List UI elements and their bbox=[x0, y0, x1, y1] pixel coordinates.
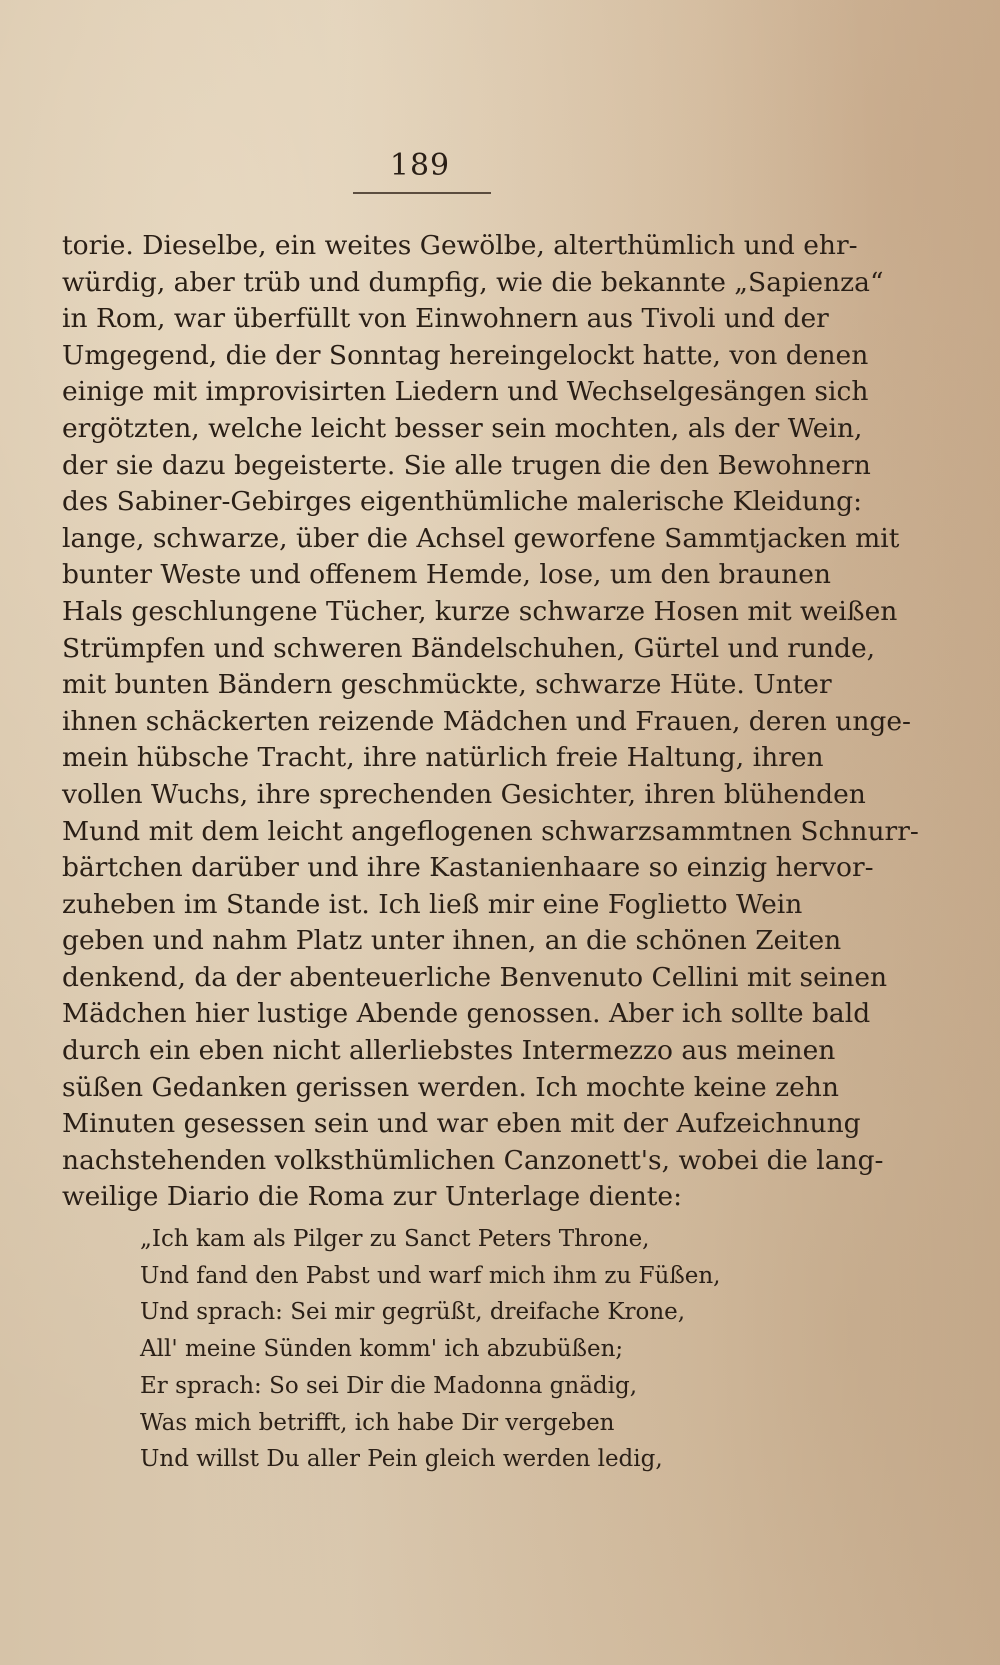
verse-line: Und fand den Pabst und warf mich ihm zu Füßen, bbox=[140, 1262, 721, 1289]
text-line: Strümpfen und schweren Bändelschuhen, Gürtel und runde, bbox=[62, 632, 876, 664]
body-paragraph bbox=[62, 228, 919, 1216]
text-line: süßen Gedanken gerissen werden. Ich mochte keine zehn bbox=[62, 1071, 839, 1103]
text-line: ihnen schäckerten reizende Mädchen und Frauen, deren unge- bbox=[62, 705, 912, 737]
text-line: mein hübsche Tracht, ihre natürlich freie Haltung, ihren bbox=[62, 742, 824, 774]
header-rule bbox=[353, 192, 491, 194]
text-line: in Rom, war überfüllt von Einwohnern aus Tivoli und der bbox=[62, 303, 829, 335]
verse-line: Und willst Du aller Pein gleich werden ledig, bbox=[140, 1446, 663, 1473]
text-line: weilige Diario die Roma zur Unterlage diente: bbox=[62, 1181, 683, 1213]
text-line: Umgegend, die der Sonntag hereingelockt hatte, von denen bbox=[62, 339, 869, 371]
verse-line: Und sprach: Sei mir gegrüßt, dreifache Krone, bbox=[140, 1299, 686, 1326]
text-line: würdig, aber trüb und dumpfig, wie die bekannte „Sapienza“ bbox=[62, 266, 884, 298]
verse-line: „Ich kam als Pilger zu Sanct Peters Throne, bbox=[140, 1226, 650, 1252]
verse-line: Was mich betrifft, ich habe Dir vergeben bbox=[140, 1409, 615, 1436]
text-line: ergötzten, welche leicht besser sein mochten, als der Wein, bbox=[62, 412, 863, 444]
text-line: einige mit improvisirten Liedern und Wechselgesängen sich bbox=[62, 376, 869, 408]
text-line: bunter Weste und offenem Hemde, lose, um den braunen bbox=[62, 559, 831, 591]
text-line: Mädchen hier lustige Abende genossen. Aber ich sollte bald bbox=[62, 998, 871, 1030]
text-line: nachstehenden volksthümlichen Canzonett's, wobei die lang- bbox=[62, 1144, 884, 1176]
text-line: bärtchen darüber und ihre Kastanienhaare so einzig hervor- bbox=[62, 852, 874, 884]
text-line: denkend, da der abenteuerliche Benvenuto Cellini mit seinen bbox=[62, 961, 888, 993]
text-line: Minuten gesessen sein und war eben mit der Aufzeichnung bbox=[62, 1108, 861, 1140]
text-line: geben und nahm Platz unter ihnen, an die schönen Zeiten bbox=[62, 925, 842, 957]
verse-line: All' meine Sünden komm' ich abzubüßen; bbox=[140, 1336, 624, 1363]
verse-block bbox=[140, 1221, 721, 1478]
text-line: Hals geschlungene Tücher, kurze schwarze Hosen mit weißen bbox=[62, 595, 898, 627]
text-line: der sie dazu begeisterte. Sie alle trugen die den Bewohnern bbox=[62, 449, 871, 481]
text-line: torie. Dieselbe, ein weites Gewölbe, alterthümlich und ehr- bbox=[62, 230, 858, 261]
text-line: lange, schwarze, über die Achsel geworfene Sammtjacken mit bbox=[62, 522, 900, 554]
page-number: 189 bbox=[389, 148, 451, 183]
text-line: zuheben im Stande ist. Ich ließ mir eine Foglietto Wein bbox=[62, 888, 803, 920]
verse-line: Er sprach: So sei Dir die Madonna gnädig, bbox=[140, 1372, 638, 1399]
text-line: Mund mit dem leicht angeflogenen schwarzsammtnen Schnurr- bbox=[62, 815, 919, 847]
text-line: des Sabiner-Gebirges eigenthümliche malerische Kleidung: bbox=[62, 486, 863, 518]
text-line: durch ein eben nicht allerliebstes Intermezzo aus meinen bbox=[62, 1035, 836, 1067]
text-line: mit bunten Bändern geschmückte, schwarze Hüte. Unter bbox=[62, 669, 832, 701]
text-line: vollen Wuchs, ihre sprechenden Gesichter, ihren blühenden bbox=[62, 778, 866, 810]
